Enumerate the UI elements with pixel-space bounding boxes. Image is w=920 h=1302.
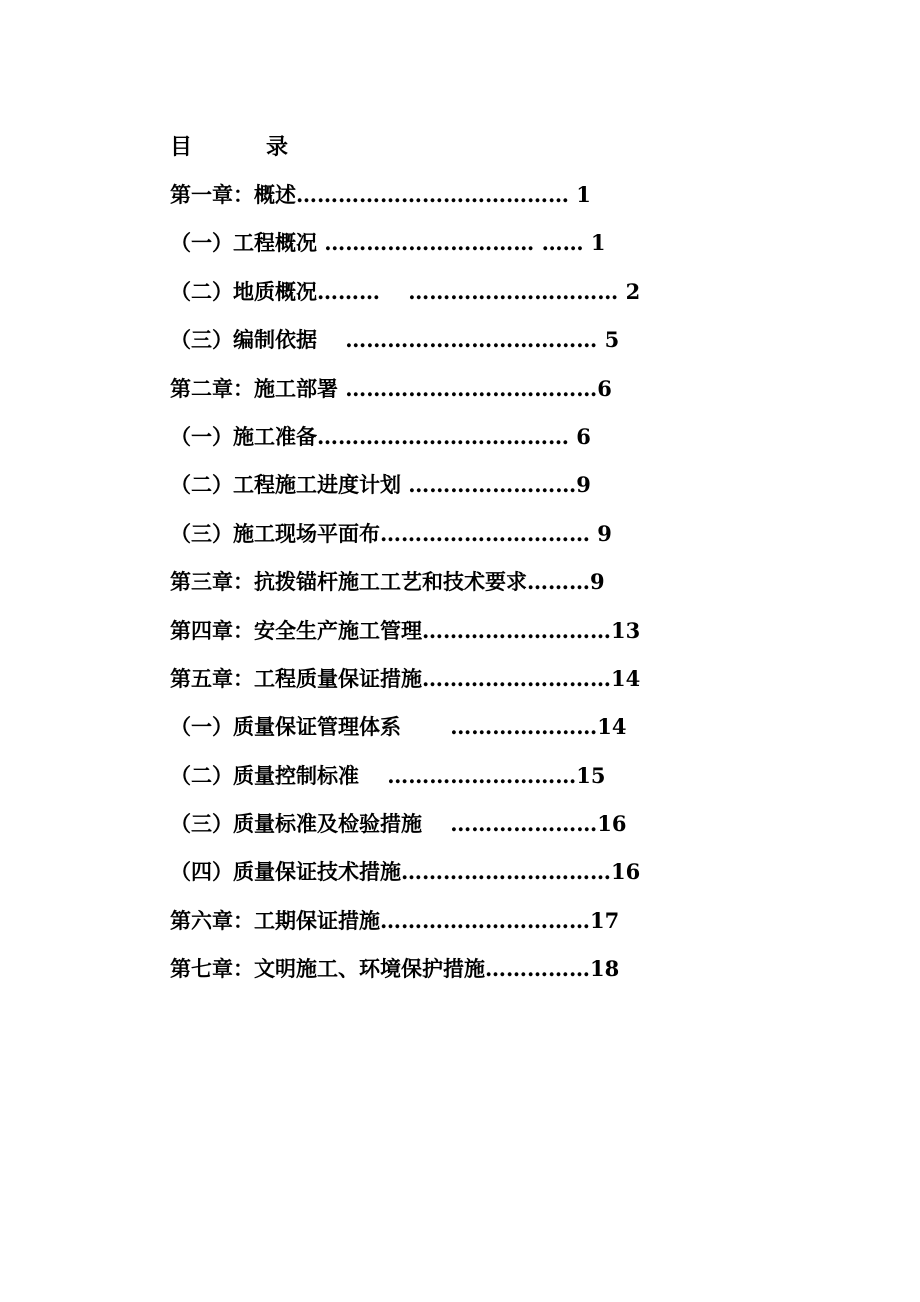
toc-entry-ch4[interactable]: 第四章：安全生产施工管理………………………13 (170, 617, 641, 643)
toc-entry-ch5[interactable]: 第五章：工程质量保证措施………………………14 (170, 665, 641, 691)
toc-entry-ch3[interactable]: 第三章：抗拨锚杆施工工艺和技术要求………9 (170, 569, 605, 595)
toc-entry-2-1[interactable]: （一）施工准备……………………………… 6 (170, 423, 591, 449)
toc-entry-5-1[interactable]: （一）质量保证管理体系 …………………14 (170, 714, 627, 740)
toc-entry-ch7[interactable]: 第七章：文明施工、环境保护措施……………18 (170, 956, 620, 982)
toc-entry-2-2[interactable]: （二）工程施工进度计划 ……………………9 (170, 472, 591, 498)
toc-title: 目 录 (170, 134, 315, 160)
toc-entry-ch2[interactable]: 第二章：施工部署 ………………………………6 (170, 375, 612, 401)
toc-entry-5-2[interactable]: （二）质量控制标准 ………………………15 (170, 762, 606, 788)
toc-entry-2-3[interactable]: （三）施工现场平面布………………………… 9 (170, 520, 612, 546)
toc-entry-1-1[interactable]: （一）工程概况 ………………………… …… 1 (170, 230, 606, 256)
toc-entry-1-2[interactable]: （二）地质概况……… ………………………… 2 (170, 278, 641, 304)
toc-entry-5-4[interactable]: （四）质量保证技术措施…………………………16 (170, 859, 641, 885)
toc-entry-1-3[interactable]: （三）编制依据 ……………………………… 5 (170, 327, 620, 353)
toc-entry-5-3[interactable]: （三）质量标准及检验措施 …………………16 (170, 811, 627, 837)
toc-entry-ch1[interactable]: 第一章：概述………………………………… 1 (170, 182, 591, 207)
toc-entry-ch6[interactable]: 第六章：工期保证措施…………………………17 (170, 907, 620, 933)
toc-list (170, 178, 670, 1001)
